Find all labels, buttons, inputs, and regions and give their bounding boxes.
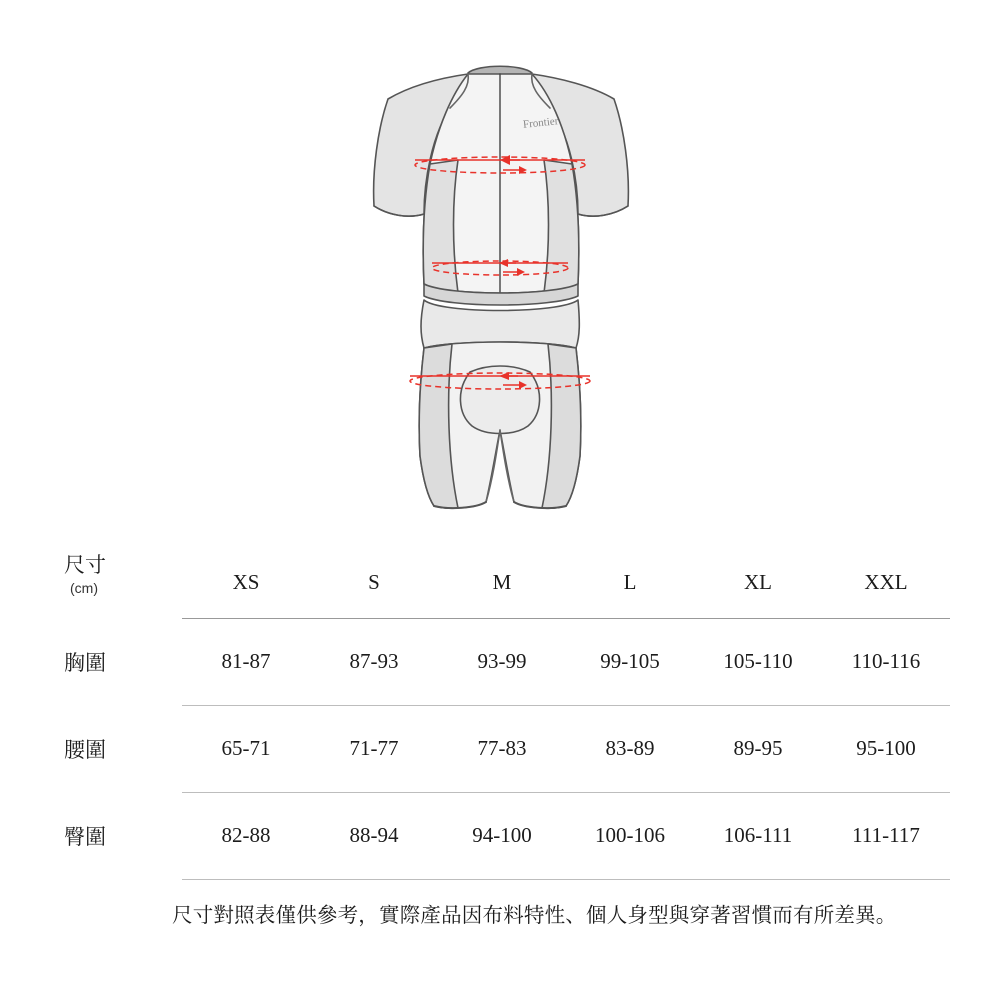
table-header <box>60 548 950 618</box>
jersey-right-panel <box>544 160 579 293</box>
cell-hip-s: 88-94 <box>310 792 438 879</box>
table-header-row <box>60 548 950 618</box>
cell-waist-xs: 65-71 <box>182 705 310 792</box>
jersey-left-panel <box>423 160 458 293</box>
cell-waist-xxl: 95-100 <box>822 705 950 792</box>
row-label-hip: 臀圍 <box>64 825 106 849</box>
row-label-chest: 胸圍 <box>64 651 106 675</box>
table-row-chest <box>60 618 950 705</box>
cell-waist-s: 71-77 <box>310 705 438 792</box>
column-header-xs: XS <box>182 548 310 618</box>
cell-chest-xs: 81-87 <box>182 618 310 705</box>
cell-waist-m: 77-83 <box>438 705 566 792</box>
cell-chest-xl: 105-110 <box>694 618 822 705</box>
table-row-hip <box>60 792 950 879</box>
column-header-m: M <box>438 548 566 618</box>
cell-hip-xl: 106-111 <box>694 792 822 879</box>
column-header-s: S <box>310 548 438 618</box>
cell-hip-m: 94-100 <box>438 792 566 879</box>
cell-hip-l: 100-106 <box>566 792 694 879</box>
cell-chest-m: 93-99 <box>438 618 566 705</box>
column-header-xl: XL <box>694 548 822 618</box>
corner-label-text: 尺寸 <box>64 554 106 577</box>
corner-label <box>60 548 182 618</box>
corner-unit: (cm) <box>70 580 98 597</box>
cell-hip-xxl: 111-117 <box>822 792 950 879</box>
cell-chest-l: 99-105 <box>566 618 694 705</box>
size-table <box>60 548 950 880</box>
cell-hip-xs: 82-88 <box>182 792 310 879</box>
brand-mark: Frontier <box>522 115 559 131</box>
shorts-waistband <box>421 300 579 348</box>
column-header-l: L <box>566 548 694 618</box>
row-label-waist: 腰圍 <box>64 738 106 762</box>
cell-waist-l: 83-89 <box>566 705 694 792</box>
cell-chest-s: 87-93 <box>310 618 438 705</box>
table-body <box>60 618 950 879</box>
column-header-xxl: XXL <box>822 548 950 618</box>
cell-chest-xxl: 110-116 <box>822 618 950 705</box>
footnote: 尺寸對照表僅供參考，實際產品因布料特性、個人身型與穿著習慣而有所差異。 <box>172 904 897 927</box>
cell-waist-xl: 89-95 <box>694 705 822 792</box>
table-row-waist <box>60 705 950 792</box>
